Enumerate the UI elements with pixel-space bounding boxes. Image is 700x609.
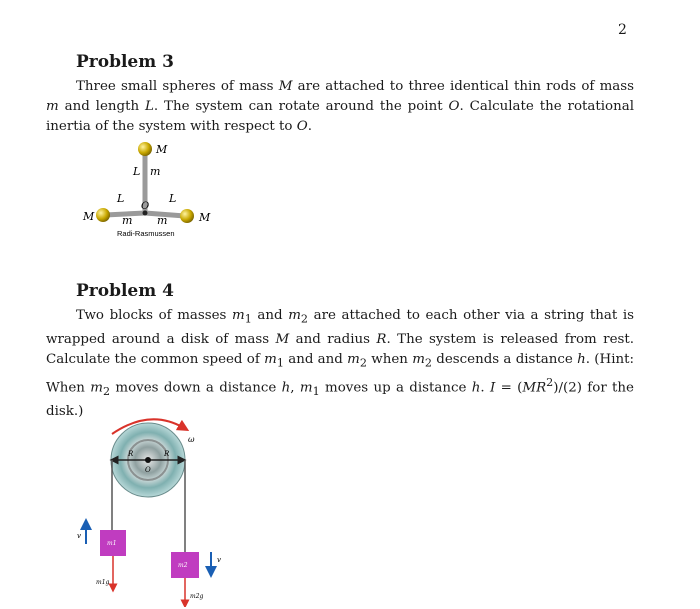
label-L-left: L [117, 192, 125, 205]
label-M-top: M [156, 143, 168, 156]
label-m1g: m1g [96, 579, 110, 586]
pulley-figure [60, 412, 250, 607]
sphere-right [180, 209, 194, 223]
page-number: 2 [618, 22, 627, 38]
label-v-left: v [77, 532, 81, 540]
label-R-left: R [128, 450, 134, 458]
label-O-disk: O [145, 466, 151, 474]
label-v-right: v [217, 556, 221, 564]
label-M-left: M [83, 210, 95, 223]
problem-3-title: Problem 3 [76, 52, 174, 72]
rotating-rods-figure [75, 138, 225, 243]
sphere-left [96, 208, 110, 222]
label-omega: ω [188, 435, 195, 444]
disk-center [145, 457, 151, 463]
problem-4-text: Two blocks of masses $m_1$ and $m_2$ are attached to each other via a string that is wrapped around a disk of mass M and radius R. The system is released from rest. Calculate the common speed of $m_1$ and and $m_2$ when $m_2$ descends a distance h. (Hint: When $m_2$ moves down a distance h, $m_1$ moves up a distance h. $I = (MR^2)/(2)$ for the disk.) [46, 308, 635, 420]
label-M-right: M [199, 211, 211, 224]
figure-credit: Radi-Rasmussen [117, 229, 175, 238]
label-m-right: m [157, 214, 168, 227]
label-m2g: m2g [190, 593, 204, 600]
problem-4-title: Problem 4 [76, 281, 174, 301]
label-m-left: m [122, 214, 133, 227]
problem-3-text: Three small spheres of mass M are attached to three identical thin rods of mass m and length L. The system can rotate around the point O. Calculate the rotational inertia of the system with respect to O. [46, 79, 635, 134]
label-m1: m1 [107, 540, 117, 547]
label-L-top: L [133, 165, 141, 178]
label-L-right: L [169, 192, 177, 205]
label-m-top: m [150, 165, 161, 178]
label-O: O [141, 201, 150, 212]
label-R-right: R [164, 450, 170, 458]
label-m2: m2 [178, 562, 188, 569]
sphere-top [138, 142, 152, 156]
